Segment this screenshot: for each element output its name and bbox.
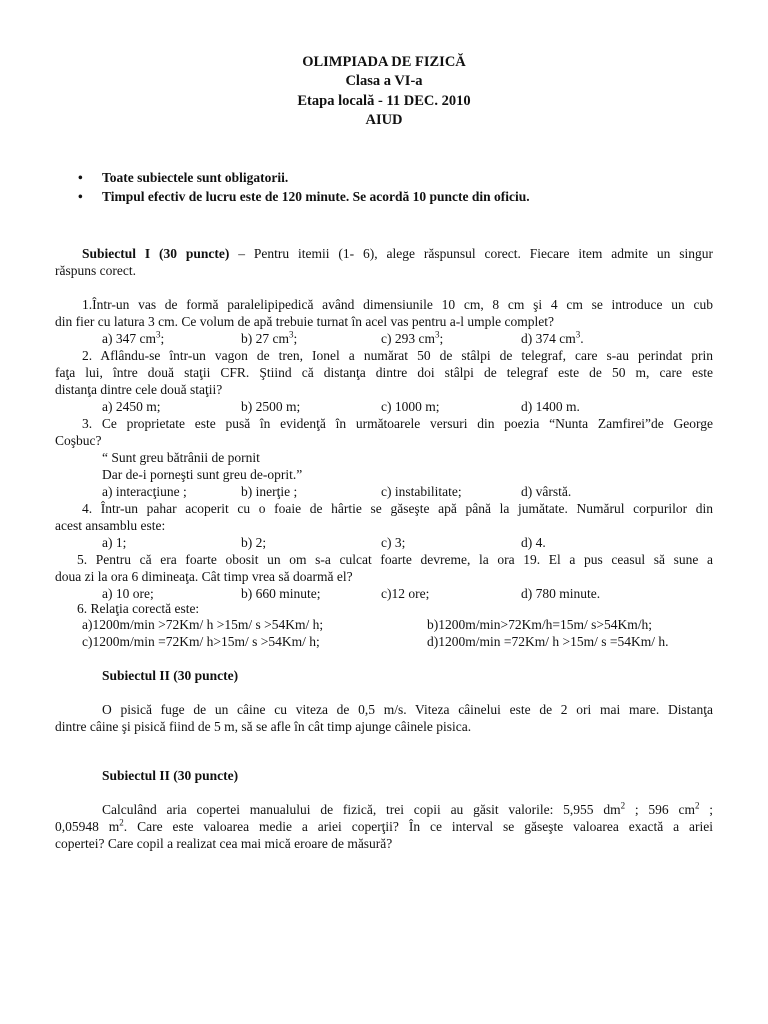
q2-option-c: c) 1000 m;: [381, 399, 440, 414]
q6-option-d: d)1200m/min =72Km/ h >15m/ s =54Km/ h.: [427, 634, 669, 649]
subject-3-line1: Calculând aria copertei manualului de fizică, trei copii au găsit valorile: 5,955 $dm^2$ ; 596 $cm^2$ ;: [102, 800, 713, 817]
subject-1-intro-text: – Pentru itemii (1- 6), alege răspunsul corect. Fiecare item admite un singur: [229, 246, 713, 261]
bullet-icon: •: [78, 170, 83, 185]
rule-text: Toate subiectele sunt obligatorii.: [102, 170, 289, 185]
subject-1-intro: [82, 245, 713, 262]
q2-option-a: a) 2450 m;: [102, 399, 161, 414]
q1-option-c: c) 293 $cm^3$;: [381, 329, 444, 346]
rule-text: Timpul efectiv de lucru este de 120 minute. Se acordă 10 puncte din oficiu.: [102, 189, 530, 204]
subject-2-line1: O pisică fuge de un câine cu viteza de 0,5 m/s. Viteza câinelui este de 2 ori mai mare. Distanţa: [102, 702, 713, 717]
q2-line1: 2. Aflându-se într-un vagon de tren, Ionel a numărat 50 de stâlpi de telegraf, care s-au perindat prin: [82, 348, 713, 363]
subject-1-title: Subiectul I (30 puncte): [82, 246, 230, 261]
q3-verse1: “ Sunt greu bătrânii de pornit: [102, 450, 260, 465]
subject-2-line2: dintre câine şi pisică fiind de 5 m, să se afle în cât timp ajunge câinele pisica.: [55, 719, 472, 734]
q5-option-b: b) 660 minute;: [241, 586, 321, 601]
q2-line3: distanţa dintre cele două staţii?: [55, 382, 223, 397]
bullet-icon: •: [78, 189, 83, 204]
q3-option-a: a) interacţiune ;: [102, 484, 187, 499]
q6-option-a: a)1200m/min >72Km/ h >15m/ s >54Km/ h;: [82, 617, 324, 632]
q5-line1: 5. Pentru că era foarte obosit un om s-a culcat foarte devreme, la ora 19. El a pus ceasul să sune a: [77, 552, 713, 567]
q4-option-d: d) 4.: [521, 535, 546, 550]
subject-3-line3: copertei? Care copil a realizat cea mai mică eroare de măsură?: [55, 836, 393, 851]
q5-option-d: d) 780 minute.: [521, 586, 601, 601]
q5-option-c: c)12 ore;: [381, 586, 430, 601]
q2-line2: faţa lui, între două staţii CFR. Ştiind că distanţa dintre doi stâlpi de telegraf este de 50 m, care este: [55, 365, 713, 380]
q2-option-d: d) 1400 m.: [521, 399, 580, 414]
q4-line1: 4. Într-un pahar acoperit cu o foaie de hârtie se găseşte apă până la jumătate. Numărul corpurilor din: [82, 501, 713, 516]
q3-verse2: Dar de-i porneşti sunt greu de-oprit.”: [102, 467, 303, 482]
q6-option-b: b)1200m/min>72Km/h=15m/ s>54Km/h;: [427, 617, 652, 632]
subject-3-line2: 0,05948 $m^2$. Care este valoarea medie a ariei coperţii? În ce interval se găseşte valoarea exactă a ariei: [55, 817, 713, 834]
q3-option-b: b) inerţie ;: [241, 484, 298, 499]
q6-option-c: c)1200m/min =72Km/ h>15m/ s >54Km/ h;: [82, 634, 320, 649]
q1-option-d: d) 374 $cm^3$.: [521, 329, 584, 346]
q2-option-b: b) 2500 m;: [241, 399, 301, 414]
header-location: AIUD: [365, 112, 403, 128]
subject-3-title: Subiectul II (30 puncte): [102, 768, 239, 783]
subject-2-title: Subiectul II (30 puncte): [102, 668, 239, 683]
header-stage: Etapa locală - 11 DEC. 2010: [297, 93, 471, 109]
q3-option-c: c) instabilitate;: [381, 484, 462, 499]
header-title: OLIMPIADA DE FIZICĂ: [302, 54, 466, 70]
q5-option-a: a) 10 ore;: [102, 586, 154, 601]
q4-option-b: b) 2;: [241, 535, 267, 550]
q1-option-b: b) 27 $cm^3$;: [241, 329, 298, 346]
subject-1-intro-cont: răspuns corect.: [55, 263, 136, 278]
q1-line1: 1.Într-un vas de formă paralelipipedică având dimensiunile 10 cm, 8 cm şi 4 cm se introduce un cub: [82, 297, 713, 312]
q4-option-a: a) 1;: [102, 535, 127, 550]
q3-line1: 3. Ce proprietate este pusă în evidenţă în următoarele versuri din poezia “Nunta Zamfirei”de George: [82, 416, 713, 431]
q1-option-a: a) 347 $cm^3$;: [102, 329, 165, 346]
q3-option-d: d) vârstă.: [521, 484, 572, 499]
header-class: Clasa a VI-a: [345, 73, 423, 89]
q6-line1: 6. Relaţia corectă este:: [77, 601, 200, 616]
q4-line2: acest ansamblu este:: [55, 518, 166, 533]
q5-line2: doua zi la ora 6 dimineaţa. Cât timp vrea să doarmă el?: [55, 569, 353, 584]
q1-line2: din fier cu latura 3 cm. Ce volum de apă trebuie turnat în acel vas pentru a-l umple complet?: [55, 314, 554, 329]
q3-line2: Coşbuc?: [55, 433, 102, 448]
q4-option-c: c) 3;: [381, 535, 406, 550]
